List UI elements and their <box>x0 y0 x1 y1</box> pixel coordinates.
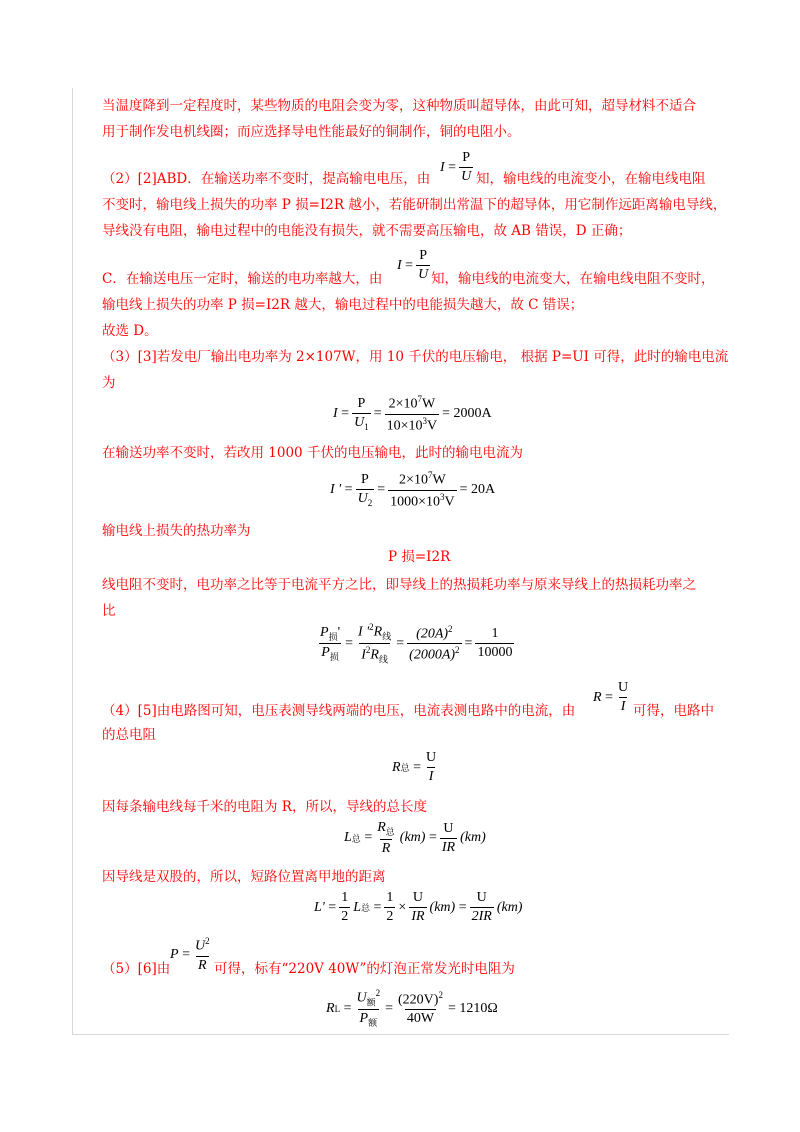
subscript: 损 <box>328 631 338 642</box>
sym: 2×10 <box>388 396 418 412</box>
sym: U <box>354 415 365 431</box>
sym: P <box>359 1011 369 1027</box>
denominator: 2IR <box>471 909 492 924</box>
fraction <box>424 750 438 785</box>
sym: R <box>392 759 401 775</box>
sym: = <box>345 635 354 651</box>
sym: = <box>396 635 405 651</box>
sym: R <box>593 689 602 705</box>
formula-total-resistance <box>392 750 441 785</box>
superscript: 2 <box>455 645 460 656</box>
fraction <box>193 936 212 974</box>
superscript: 2 <box>448 623 453 634</box>
sym: (2000A) <box>409 648 456 664</box>
sym: = <box>605 689 613 705</box>
sym: = <box>385 1000 394 1016</box>
subscript: 额 <box>366 997 376 1008</box>
sym: P <box>321 645 330 661</box>
denominator: 2 <box>341 909 349 924</box>
subscript: 总 <box>385 826 395 837</box>
fraction <box>356 622 393 666</box>
superscript: 2 <box>369 622 374 632</box>
formula-ohm-1 <box>440 150 476 185</box>
denominator: U <box>418 267 429 282</box>
sym: = <box>405 257 414 273</box>
denominator: 2 <box>386 909 394 924</box>
denominator: I <box>620 699 626 714</box>
formula-total-length <box>344 820 486 857</box>
text-line: 因导线是双股的，所以，短路位置离甲地的距离 <box>102 869 386 885</box>
denominator: IR <box>411 909 425 924</box>
result: = 20A <box>459 482 496 498</box>
sym: L <box>353 899 361 915</box>
sym: = <box>377 482 386 498</box>
numerator: 1 <box>491 626 499 642</box>
text-line: （3）[3]若发电厂输出电功率为 2×107W，用 10 千伏的电压输电， 根据 P=UI 可得，此时的输电电流 <box>102 349 729 365</box>
text-line <box>102 170 430 188</box>
sym: = <box>341 406 350 422</box>
fraction <box>352 396 371 432</box>
result: = 2000A <box>442 406 492 422</box>
sym: R <box>373 624 383 640</box>
text-line: 当温度降到一定程度时，某些物质的电阻会变为零，这种物质叫超导体，由此可知，超导材料不适合 <box>102 98 696 114</box>
sym: P <box>170 946 179 962</box>
result: = 1210Ω <box>447 1000 498 1016</box>
fraction <box>459 150 473 185</box>
fraction <box>339 890 350 925</box>
text-line: 输电线上损失的热功率为 <box>102 523 251 539</box>
numerator: P <box>357 396 366 412</box>
denominator: 10000 <box>477 645 513 661</box>
text-line: 可得，标有“220V 40W”的灯泡正常发光时电阻为 <box>214 961 515 977</box>
sym: ' <box>337 624 341 640</box>
numerator: 1 <box>341 890 349 905</box>
formula-bulb-resistance <box>326 988 498 1029</box>
subscript: L <box>334 1003 341 1014</box>
sym: R <box>326 1000 335 1016</box>
text-line: 不变时，输电线上损失的功率 P 损=I2R 越小，若能研制出常温下的超导体，用它制作远距离输电导线， <box>102 197 727 213</box>
sym: W <box>432 472 446 488</box>
sym: U <box>194 938 206 954</box>
numerator: U <box>476 890 487 905</box>
sym: V <box>444 494 455 510</box>
unit: (km) <box>460 830 486 846</box>
numerator: U <box>443 820 454 836</box>
sym: R <box>370 648 379 664</box>
text-line: 知，输电线的电流变小，在输电线电阻 <box>476 171 706 187</box>
unit: (km) <box>496 899 523 915</box>
fraction <box>409 890 426 925</box>
text-line: 导线没有电阻，输电过程中的电能没有损失，就不需要高压输电，故 AB 错误，D 正确； <box>102 223 632 239</box>
fraction <box>407 624 461 664</box>
fraction <box>384 890 395 925</box>
formula-loss-ratio <box>315 622 517 666</box>
fraction <box>475 626 514 661</box>
formula-ohm-2 <box>397 248 433 283</box>
sym: = <box>328 899 337 915</box>
sym: (220V) <box>398 992 439 1008</box>
superscript: 3 <box>440 491 445 502</box>
sym: 2×10 <box>399 472 428 488</box>
sym: L <box>344 830 352 846</box>
fraction <box>616 680 630 715</box>
denominator: R <box>198 957 207 973</box>
fraction <box>388 470 457 510</box>
text-line: 知，输电线的电流变大，在输电线电阻不变时， <box>431 271 715 287</box>
text-line: 比 <box>102 603 116 619</box>
subscript: 总 <box>351 833 361 844</box>
denominator: 40W <box>406 1011 435 1027</box>
text-line: （4）[5]由电路图可知，电压表测导线两端的电压，电流表测电路中的电流，由 <box>102 703 576 719</box>
numerator: P <box>419 248 428 263</box>
text-line: 用于制作发电机线圈；而应选择导电性能最好的铜制作，铜的电阻小。 <box>102 124 521 140</box>
sym: U <box>357 491 368 507</box>
numerator: U <box>412 890 423 905</box>
numerator: U <box>425 750 437 765</box>
sym: (20A) <box>416 626 449 642</box>
subscript: 总 <box>360 903 370 913</box>
numerator: P <box>360 472 369 488</box>
text-line: 输电线上损失的功率 P 损=I2R 越大，输电过程中的电能损失越大，故 C 错误； <box>102 297 584 313</box>
fraction <box>385 394 440 434</box>
sym: I <box>440 159 445 175</box>
text-line: 在输送功率不变时，若改用 1000 千伏的电压输电，此时的输电电流为 <box>102 445 523 461</box>
fraction <box>470 890 494 925</box>
sym: = <box>373 899 382 915</box>
text-line: C．在输送电压一定时，输送的电功率越大，由 <box>102 271 383 287</box>
sym: W <box>421 396 436 412</box>
sym: 1000×10 <box>390 494 440 510</box>
sym: = <box>464 635 473 651</box>
superscript: 2 <box>438 989 443 1000</box>
subscript: 线 <box>382 631 392 642</box>
sym: = <box>364 830 373 846</box>
subscript: 线 <box>378 654 388 665</box>
superscript: 2 <box>365 645 371 656</box>
sym: I ' <box>330 482 342 498</box>
numerator: U <box>617 680 629 695</box>
superscript: 3 <box>422 415 428 426</box>
text-line: （5）[6]由 <box>102 961 171 977</box>
subscript: 额 <box>368 1018 378 1029</box>
sym: L' <box>314 899 325 915</box>
subscript: 损 <box>329 652 339 663</box>
numerator: P <box>462 150 471 165</box>
sym: = <box>448 159 457 175</box>
sym: I <box>397 257 402 273</box>
subscript: 总 <box>400 763 410 773</box>
sym: V <box>427 418 438 434</box>
sym: = <box>458 899 467 915</box>
sym: = <box>413 759 421 775</box>
sym: 10×10 <box>386 418 423 434</box>
fraction <box>354 988 382 1029</box>
sym: = <box>428 830 437 846</box>
sym: = <box>344 482 353 498</box>
text-line: 因每条输电线每千米的电阻为 R，所以，导线的总长度 <box>102 799 427 815</box>
sym: U <box>356 990 367 1006</box>
text-line: P 损=I2R <box>388 549 451 565</box>
denominator: I <box>428 769 434 784</box>
text-line: 为 <box>102 375 116 391</box>
denominator: IR <box>441 839 456 855</box>
sym: = <box>182 946 190 962</box>
formula-current-10kv <box>333 394 492 434</box>
unit: (km) <box>399 830 426 846</box>
unit: (km) <box>429 899 456 915</box>
denominator: U <box>461 169 472 184</box>
fraction <box>416 248 430 283</box>
text-line: 线电阻不变时，电功率之比等于电流平方之比，即导线上的热损耗功率与原来导线上的热损耗功率之 <box>102 577 696 593</box>
sym: I <box>333 406 338 422</box>
text-span: （2）[2]ABD．在输送功率不变时，提高输电电压，由 <box>102 171 431 187</box>
text-line: 可得，电路中 <box>633 703 714 719</box>
formula-ohm-3 <box>593 680 633 715</box>
sym: = <box>343 1000 352 1016</box>
sym: R <box>377 820 386 835</box>
fraction <box>396 990 445 1028</box>
superscript: 7 <box>427 470 433 480</box>
sym: = <box>373 406 382 422</box>
superscript: 7 <box>417 394 422 404</box>
fraction <box>440 821 457 856</box>
fraction <box>318 625 342 664</box>
denominator: R <box>381 840 391 856</box>
sym: I <box>361 648 366 664</box>
sym: I ' <box>358 624 370 640</box>
sym: × <box>398 899 407 915</box>
text-line: 的总电阻 <box>102 727 156 743</box>
numerator: 1 <box>386 890 394 905</box>
subscript: 2 <box>367 498 373 509</box>
superscript: 2 <box>205 936 210 946</box>
formula-power <box>170 936 215 974</box>
subscript: 1 <box>364 422 369 433</box>
text-line: 故选 D。 <box>102 323 158 339</box>
sym: P <box>320 624 329 640</box>
formula-current-1000kv <box>330 470 495 510</box>
fraction <box>375 820 397 857</box>
fraction <box>356 472 375 508</box>
formula-fault-distance <box>314 890 522 925</box>
superscript: 2 <box>375 988 381 998</box>
